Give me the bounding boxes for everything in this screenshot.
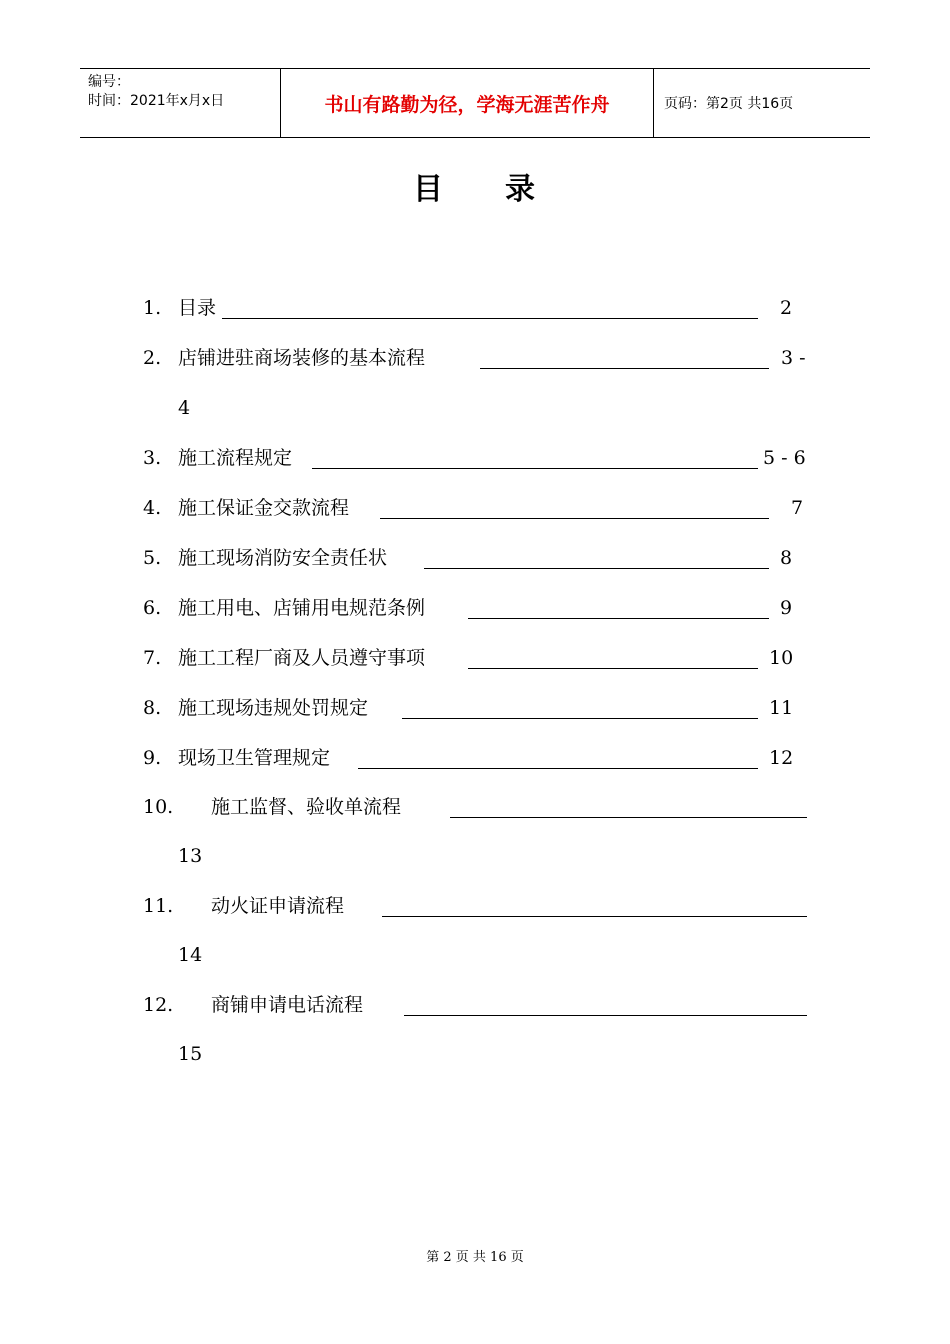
toc-number: 5.: [143, 547, 162, 569]
toc-number: 4.: [143, 497, 162, 519]
toc-number: 7.: [143, 647, 162, 669]
toc-text: 店铺进驻商场装修的基本流程: [178, 347, 426, 369]
header-meta: [80, 69, 281, 137]
page-title: [0, 164, 950, 208]
toc-text: 施工保证金交款流程: [178, 497, 350, 519]
toc-page: 12: [769, 747, 794, 769]
toc-text: 施工流程规定: [178, 447, 293, 469]
toc-number: 3.: [143, 447, 162, 469]
toc-number: 12.: [143, 994, 174, 1016]
toc-item-7[interactable]: [143, 646, 425, 670]
toc-item-1[interactable]: [143, 296, 216, 320]
toc-text: 施工现场违规处罚规定: [178, 697, 369, 719]
toc-leader-line: [480, 368, 769, 369]
page-header: [80, 68, 870, 138]
toc-item-3[interactable]: [143, 446, 292, 470]
toc-leader-line: [312, 468, 758, 469]
toc-number: 6.: [143, 597, 162, 619]
toc-page: 11: [769, 697, 794, 719]
toc-leader-line: [222, 318, 758, 319]
toc-page: 15: [178, 1043, 203, 1065]
toc-leader-line: [424, 568, 769, 569]
page-footer: 第 2 页 共 16 页: [426, 1250, 524, 1265]
title-char-2: 录: [505, 172, 537, 207]
title-char-1: 目: [413, 172, 445, 207]
header-motto: 书山有路勤为径，学海无涯苦作舟: [281, 69, 654, 137]
doc-number-label: 编号：: [88, 74, 130, 90]
toc-item-4[interactable]: [143, 496, 349, 520]
toc-leader-line: [404, 1015, 807, 1016]
toc-leader-line: [380, 518, 769, 519]
toc-page: 9: [780, 597, 793, 619]
toc-leader-line: [402, 718, 758, 719]
toc-page: 13: [178, 845, 203, 867]
toc-number: 11.: [143, 895, 174, 917]
toc-text: 现场卫生管理规定: [178, 747, 331, 769]
toc-item-5[interactable]: [143, 546, 387, 570]
toc-number: 1.: [143, 297, 162, 319]
toc-text: 目录: [178, 297, 217, 319]
toc-item-2[interactable]: [143, 346, 425, 370]
toc-text: 商铺申请电话流程: [211, 994, 364, 1016]
toc-item-6[interactable]: [143, 596, 425, 620]
toc-item-10[interactable]: [143, 795, 401, 819]
header-page-info: 页码：第2页 共16页: [664, 96, 794, 112]
toc-text: 施工工程厂商及人员遵守事项: [178, 647, 426, 669]
toc-item-11[interactable]: [143, 894, 344, 918]
toc-number: 9.: [143, 747, 162, 769]
toc-text: 施工用电、店铺用电规范条例: [178, 597, 426, 619]
toc-number: 10.: [143, 796, 174, 818]
toc-text: 动火证申请流程: [211, 895, 345, 917]
toc-leader-line: [358, 768, 758, 769]
toc-page: 10: [769, 647, 794, 669]
toc-page: 14: [178, 944, 203, 966]
toc-number: 8.: [143, 697, 162, 719]
doc-time-label: 时间：2021年x月x日: [88, 93, 225, 109]
toc-page: 3 -: [781, 347, 806, 369]
toc-item-8[interactable]: [143, 696, 368, 720]
toc-page: 5 - 6: [763, 447, 806, 469]
toc-number: 2.: [143, 347, 162, 369]
toc-page: 7: [791, 497, 804, 519]
toc-item-9[interactable]: [143, 746, 330, 770]
toc-leader-line: [450, 817, 807, 818]
toc-leader-line: [382, 916, 807, 917]
toc-item-12[interactable]: [143, 993, 363, 1017]
toc-leader-line: [468, 668, 758, 669]
toc-text: 施工监督、验收单流程: [211, 796, 402, 818]
toc-page-continued: 4: [178, 397, 191, 419]
toc-page: 2: [780, 297, 793, 319]
toc-leader-line: [468, 618, 769, 619]
toc-page: 8: [780, 547, 793, 569]
toc-text: 施工现场消防安全责任状: [178, 547, 388, 569]
